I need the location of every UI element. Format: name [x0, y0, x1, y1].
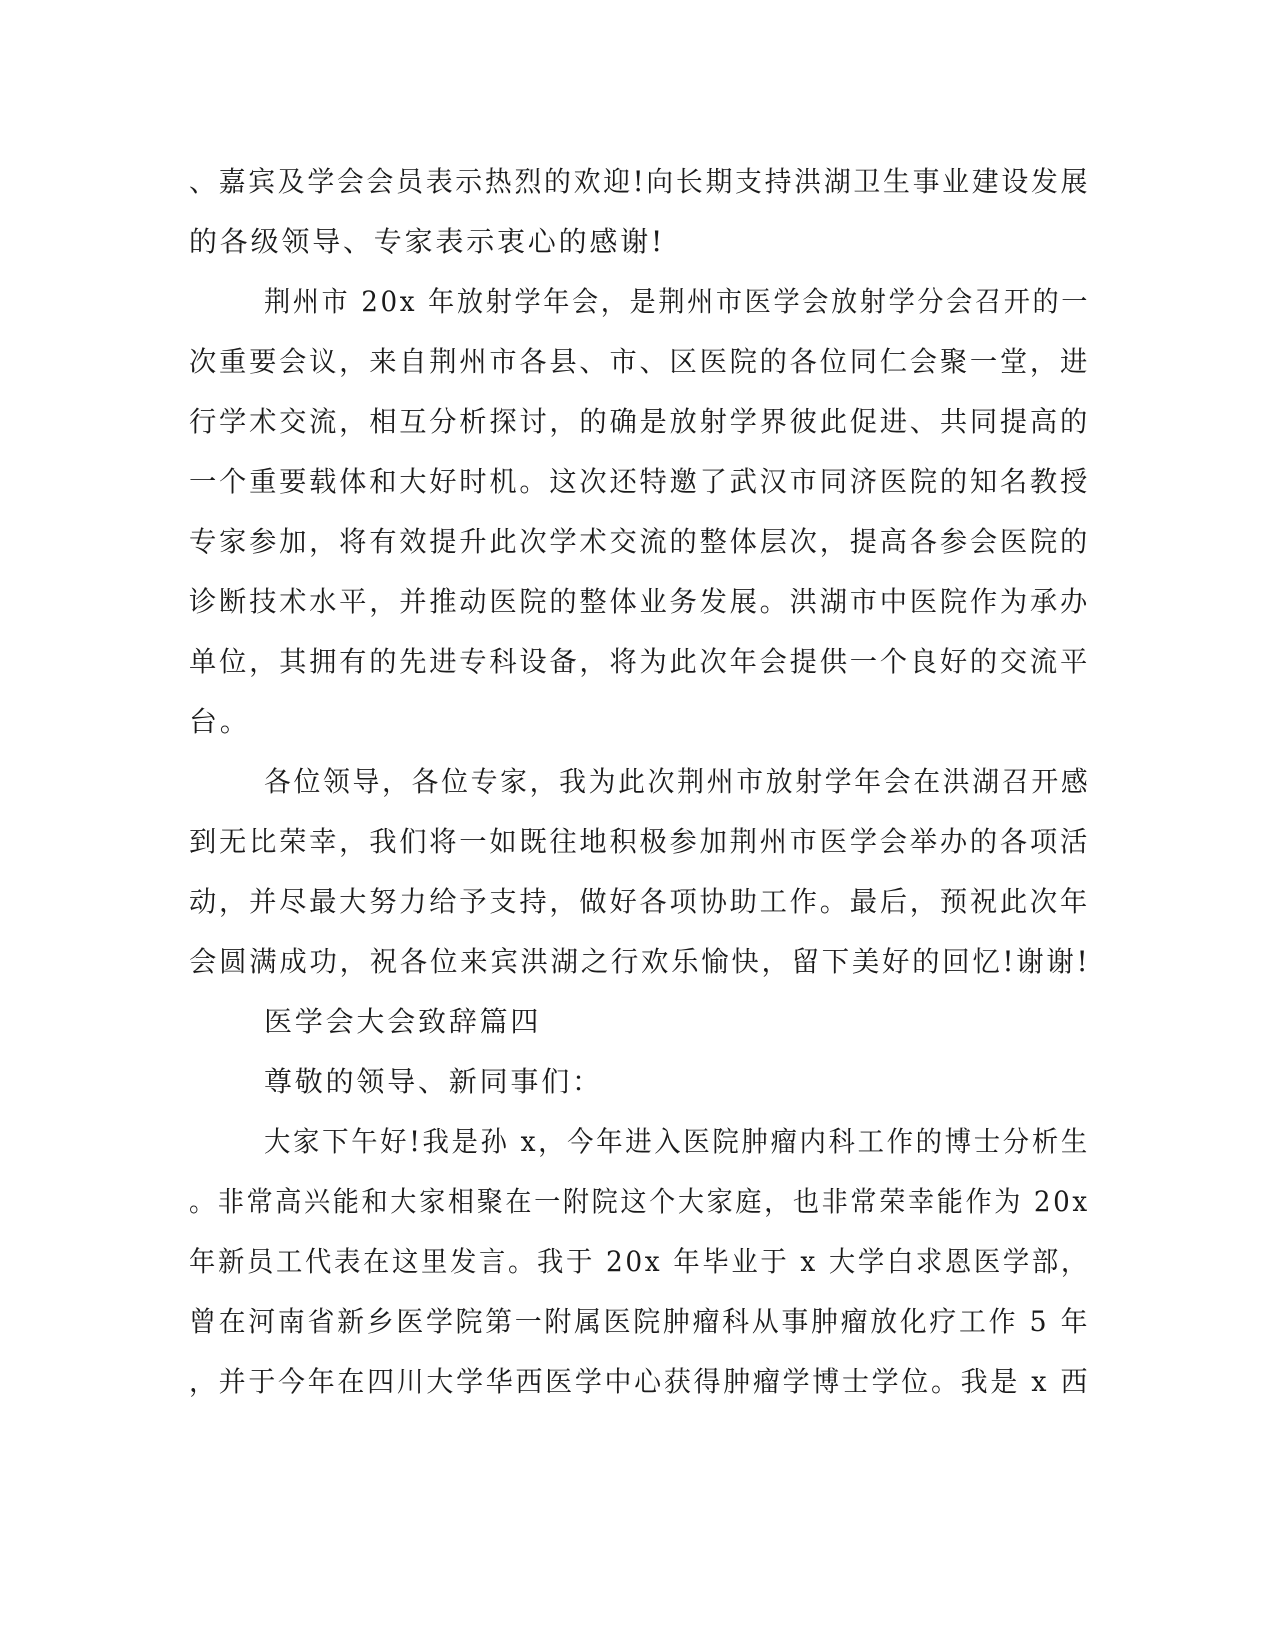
section-heading: 医学会大会致辞篇四 [264, 1005, 542, 1038]
text-line: 动，并尽最大努力给予支持，做好各项协助工作。最后，预祝此次年 [189, 885, 1091, 918]
text-line: 。非常高兴能和大家相聚在一附院这个大家庭，也非常荣幸能作为 20x [189, 1185, 1090, 1218]
text-line: 年新员工代表在这里发言。我于 20x 年毕业于 x 大学白求恩医学部， [189, 1245, 1090, 1278]
text-line: 曾在河南省新乡医学院第一附属医院肿瘤科从事肿瘤放化疗工作 5 年 [189, 1305, 1091, 1338]
paragraph-start-line: 荆州市 20x 年放射学年会，是荆州市医学会放射学分会召开的一 [264, 285, 1091, 318]
text-line: ，并于今年在四川大学华西医学中心获得肿瘤学博士学位。我是 x 西 [189, 1365, 1091, 1398]
text-line: 行学术交流，相互分析探讨，的确是放射学界彼此促进、共同提高的 [189, 405, 1091, 438]
text-line: 会圆满成功，祝各位来宾洪湖之行欢乐愉快，留下美好的回忆!谢谢! [189, 945, 1091, 978]
salutation: 尊敬的领导、新同事们： [264, 1065, 603, 1098]
text-line: 台。 [189, 705, 251, 738]
text-line: 次重要会议，来自荆州市各县、市、区医院的各位同仁会聚一堂，进 [189, 345, 1091, 378]
text-line: 的各级领导、专家表示衷心的感谢! [189, 225, 666, 258]
text-line: 专家参加，将有效提升此次学术交流的整体层次，提高各参会医院的 [189, 525, 1091, 558]
text-line: 、嘉宾及学会会员表示热烈的欢迎!向长期支持洪湖卫生事业建设发展 [189, 165, 1091, 198]
text-line: 单位，其拥有的先进专科设备，将为此次年会提供一个良好的交流平 [189, 645, 1091, 678]
paragraph-start-line: 大家下午好!我是孙 x，今年进入医院肿瘤内科工作的博士分析生 [264, 1125, 1090, 1158]
text-line: 到无比荣幸，我们将一如既往地积极参加荆州市医学会举办的各项活 [189, 825, 1091, 858]
paragraph-start-line: 各位领导，各位专家，我为此次荆州市放射学年会在洪湖召开感 [264, 765, 1091, 798]
text-line: 诊断技术水平，并推动医院的整体业务发展。洪湖市中医院作为承办 [189, 585, 1091, 618]
text-line: 一个重要载体和大好时机。这次还特邀了武汉市同济医院的知名教授 [189, 465, 1091, 498]
